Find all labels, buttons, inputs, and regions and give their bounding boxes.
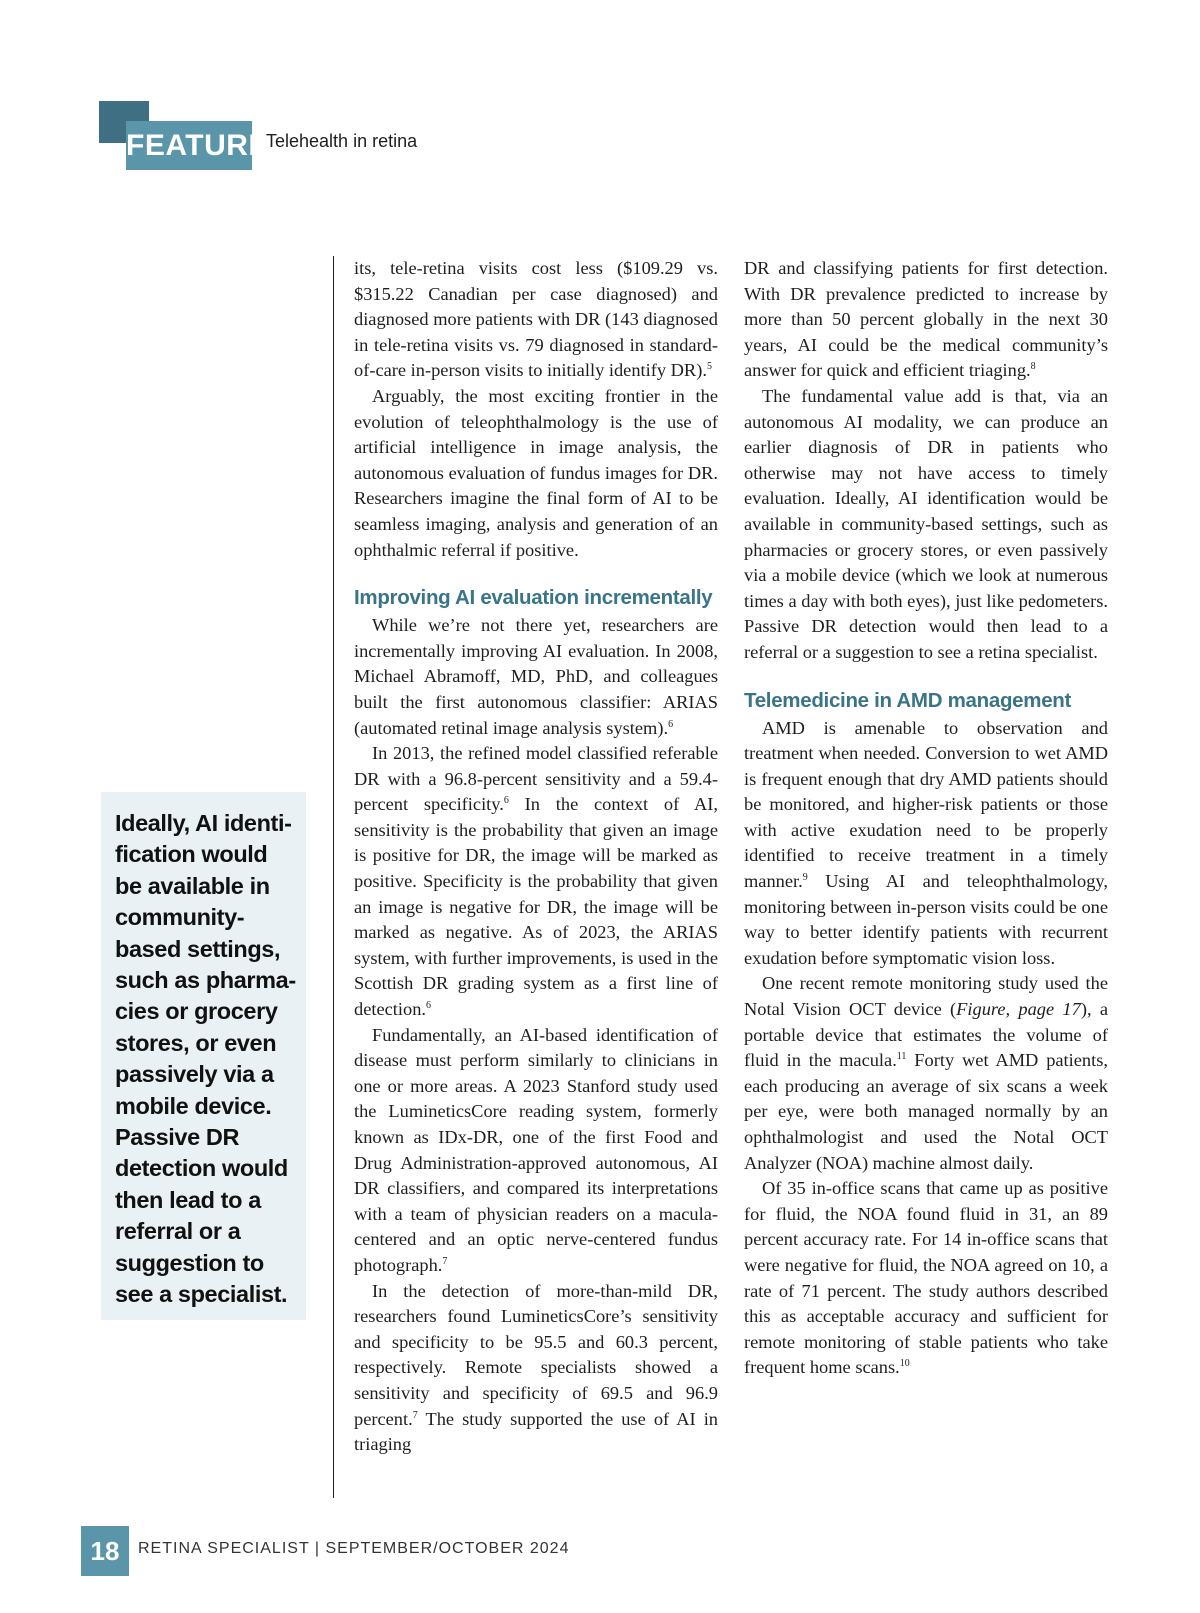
page-number: 18	[81, 1526, 129, 1576]
reference-marker: 7	[442, 1255, 448, 1267]
paragraph: In 2013, the refined model classified referable DR with a 96.8-percent sensitivity and a 59.4-percent specificity.$^6$ In the context of AI, sensitivity is the probability that given an image is positive for DR, the image will be marked as positive. Specificity is the probability that given an image is negative for DR, the image will be marked as negative. As of 2023, the ARIAS system, with further improvements, is used in the Scottish DR grading system as a first line of detection.$^6$	[354, 743, 718, 1020]
reference-marker: 6	[426, 999, 432, 1011]
reference-marker: 9	[802, 871, 808, 883]
reference-marker: 6	[668, 718, 674, 730]
paragraph: DR and classifying patients for first detection. With DR prevalence predicted to increase by more than 50 percent globally in the next 30 years, AI could be the medical community’s answer for quick and efficient triaging.$^8$	[744, 258, 1108, 381]
reference-marker: 5	[706, 361, 712, 373]
paragraph: its, tele-retina visits cost less ($109.29 vs. $315.22 Canadian per case diagnosed) and diagnosed more patients with DR (143 diagnosed in tele-retina visits vs. 79 diagnosed in standard-of-care in-person visits to initially identify DR).$^5$	[354, 258, 718, 381]
pull-quote: Ideally, AI identi- fication would be available in community- based settings, such as pharma- cies or grocery stores, or even passively via a mobile device. Passive DR detection would then lead to a referral or a suggestion to see a specialist.	[101, 792, 306, 1320]
section-label: FEATURE	[126, 121, 252, 170]
paragraph: AMD is amenable to observation and treatment when needed. Conversion to wet AMD is frequent enough that dry AMD patients should be monitored, and higher-risk patients or those with active exudation need to be properly identified to receive treatment in a timely manner.$^9$ Using AI and teleophthalmology, monitoring between in-person visits could be one way to better identify patients with recurrent exudation before symptomatic vision loss.	[744, 717, 1108, 968]
subheading: Telemedicine in AMD management	[744, 688, 1072, 712]
paragraph: Of 35 in-office scans that came up as positive for fluid, the NOA found fluid in 31, an 89 percent accuracy rate. For 14 in-office scans that were negative for fluid, the NOA agreed on 10, a rate of 71 percent. The study authors described this as acceptable accuracy and sufficient for remote monitoring of stable patients who take frequent home scans.$^{10}$	[744, 1178, 1108, 1378]
reference-marker: 10	[899, 1358, 910, 1370]
article-column-right	[744, 256, 1108, 1381]
paragraph: The fundamental value add is that, via an autonomous AI modality, we can produce an earlier diagnosis of DR in patients who otherwise may not have access to timely evaluation. Ideally, AI identification would be available in community-based settings, such as pharmacies or grocery stores, or even passively via a mobile device (which we look at numerous times a day with both eyes), just like pedometers. Passive DR detection would then lead to a referral or a suggestion to see a retina specialist.	[744, 385, 1108, 662]
article-column-left	[354, 256, 718, 1458]
paragraph: Fundamentally, an AI-based identification of disease must perform similarly to clinicians in one or more areas. A 2023 Stanford study used the LumineticsCore reading system, formerly known as IDx-DR, one of the first Food and Drug Administration-approved autonomous, AI DR classifiers, and compared its interpretations with a team of physician readers on a macula-centered and an optic nerve-centered fundus photograph.$^7$	[354, 1024, 718, 1275]
paragraph: In the detection of more-than-mild DR, researchers found LumineticsCore’s sensitivity and specificity to be 95.5 and 60.3 percent, respectively. Remote specialists showed a sensitivity and specificity of 69.5 and 96.9 percent.$^7$ The study supported the use of AI in triaging	[354, 1280, 718, 1455]
column-rule	[333, 256, 334, 1498]
paragraph: Arguably, the most exciting frontier in the evolution of teleophthalmology is the use of artificial intelligence in image analysis, the autonomous evaluation of fundus images for DR. Researchers imagine the final form of AI to be seamless imaging, analysis and generation of an ophthalmic referral if positive.	[354, 385, 718, 560]
reference-marker: 6	[503, 795, 509, 807]
paragraph: One recent remote monitoring study used the Notal Vision OCT device (Figure, page 17), a portable device that estimates the volume of fluid in the macula.$^{11}$ Forty wet AMD patients, each producing an average of six scans a week per eye, were both managed normally by an ophthalmologist and used the Notal OCT Analyzer (NOA) machine almost daily.	[744, 973, 1108, 1173]
section-topic: Telehealth in retina	[266, 131, 418, 151]
subheading: Improving AI evaluation incrementally	[354, 586, 713, 610]
reference-marker: 8	[1030, 361, 1036, 373]
reference-marker: 11	[896, 1051, 907, 1063]
figure-reference: Figure, page 17	[956, 999, 1081, 1020]
publication-footer: RETINA SPECIALIST | SEPTEMBER/OCTOBER 2024	[138, 1540, 570, 1557]
reference-marker: 7	[412, 1409, 418, 1421]
paragraph: While we’re not there yet, researchers are incrementally improving AI evaluation. In 2008, Michael Abramoff, MD, PhD, and colleagues built the first autonomous classifier: ARIAS (automated retinal image analysis system).$^6$	[354, 615, 718, 738]
